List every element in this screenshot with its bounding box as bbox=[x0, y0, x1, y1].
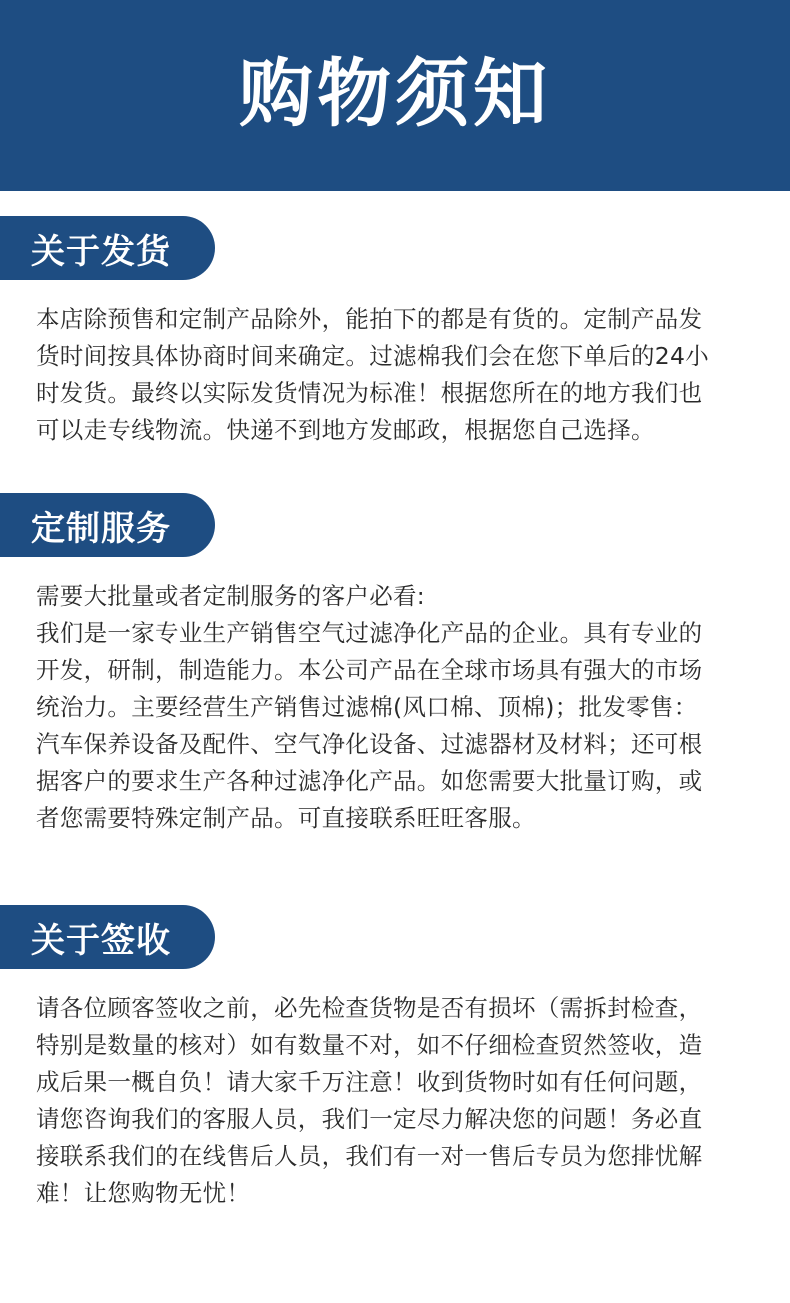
text-line: 接联系我们的在线售后人员，我们有一对一售后专员为您排忧解 bbox=[36, 1142, 703, 1170]
text-line: 难！让您购物无忧！ bbox=[36, 1179, 251, 1207]
text-line: 统治力。主要经营生产销售过滤棉(风口棉、顶棉)；批发零售： bbox=[36, 693, 698, 721]
section-header-shipping bbox=[0, 216, 215, 280]
section-header-custom-service bbox=[0, 493, 215, 557]
text-line: 者您需要特殊定制产品。可直接联系旺旺客服。 bbox=[36, 804, 536, 832]
page-banner bbox=[0, 0, 790, 191]
text-line: 请您咨询我们的客服人员，我们一定尽力解决您的问题！务必直 bbox=[36, 1105, 703, 1133]
text-line: 开发，研制，制造能力。本公司产品在全球市场具有强大的市场 bbox=[36, 656, 703, 684]
section-body-custom-service bbox=[36, 578, 766, 837]
section-title-shipping: 关于发货 bbox=[31, 231, 171, 272]
text-line: 可以走专线物流。快递不到地方发邮政，根据您自己选择。 bbox=[36, 416, 655, 444]
text-line: 请各位顾客签收之前，必先检查货物是否有损坏（需拆封检查， bbox=[36, 994, 703, 1022]
section-header-receipt bbox=[0, 905, 215, 969]
text-line: 本店除预售和定制产品除外，能拍下的都是有货的。定制产品发 bbox=[36, 305, 703, 333]
text-line: 特别是数量的核对）如有数量不对，如不仔细检查贸然签收，造 bbox=[36, 1031, 703, 1059]
section-body-shipping bbox=[36, 301, 766, 449]
text-line: 时发货。最终以实际发货情况为标准！根据您所在的地方我们也 bbox=[36, 379, 703, 407]
section-body-receipt bbox=[36, 990, 766, 1212]
text-line: 货时间按具体协商时间来确定。过滤棉我们会在您下单后的24小 bbox=[36, 342, 710, 370]
text-line: 我们是一家专业生产销售空气过滤净化产品的企业。具有专业的 bbox=[36, 619, 703, 647]
text-line: 汽车保养设备及配件、空气净化设备、过滤器材及材料；还可根 bbox=[36, 730, 703, 758]
page-title: 购物须知 bbox=[239, 50, 551, 137]
text-line: 成后果一概自负！请大家千万注意！收到货物时如有任何问题， bbox=[36, 1068, 703, 1096]
text-line: 需要大批量或者定制服务的客户必看: bbox=[36, 582, 426, 610]
text-line: 据客户的要求生产各种过滤净化产品。如您需要大批量订购，或 bbox=[36, 767, 703, 795]
section-title-receipt: 关于签收 bbox=[31, 920, 171, 961]
section-title-custom-service: 定制服务 bbox=[31, 508, 171, 549]
